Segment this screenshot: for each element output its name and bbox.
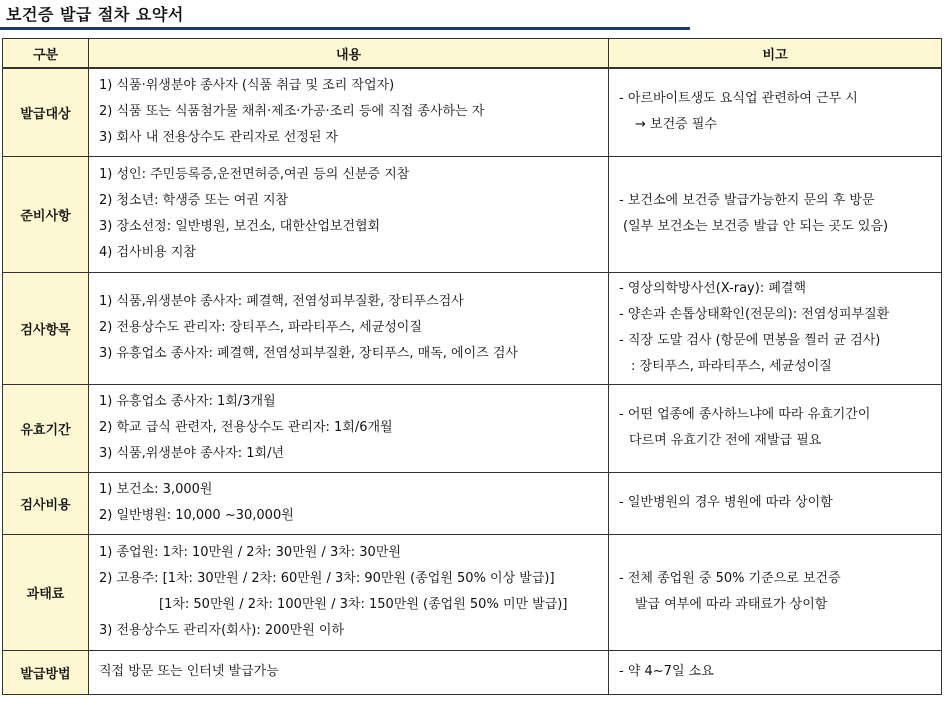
- row-content: [89, 156, 609, 272]
- header-row: [3, 39, 942, 69]
- note-line: - 영상의학방사선(X-ray): 폐결핵: [619, 281, 807, 296]
- content-line: 1) 유흥업소 종사자: 1회/3개월: [99, 394, 276, 409]
- content-line: 2) 일반병원: 10,000 ~30,000원: [99, 508, 294, 523]
- content-line: 1) 식품·위생분야 종사자 (식품 취급 및 조리 작업자): [99, 78, 395, 94]
- row-category: 발급대상: [3, 68, 89, 156]
- content-line: [1차: 50만원 / 2차: 100만원 / 3차: 150만원 (종업원 50% 미만 발급)]: [159, 597, 568, 612]
- note-line: 발급 여부에 따라 과태료가 상이함: [635, 597, 828, 612]
- table-row: [3, 534, 942, 650]
- row-content: [89, 472, 609, 534]
- table-row: [3, 68, 942, 156]
- row-category: 검사비용: [3, 472, 89, 534]
- summary-table: [2, 38, 942, 695]
- table-row: [3, 384, 942, 472]
- note-line: - 약 4~7일 소요: [619, 664, 714, 679]
- row-content: [89, 272, 609, 384]
- note-line: (일부 보건소는 보건증 발급 안 되는 곳도 있음): [623, 219, 889, 234]
- content-line: 2) 전용상수도 관리자: 장티푸스, 파라티푸스, 세균성이질: [99, 320, 422, 335]
- content-line: 2) 식품 또는 식품첨가물 채취·제조·가공·조리 등에 직접 종사하는 자: [99, 104, 485, 120]
- content-line: 3) 유흥업소 종사자: 폐결핵, 전염성피부질환, 장티푸스, 매독, 에이즈 검사: [99, 346, 518, 361]
- content-line: 직접 방문 또는 인터넷 발급가능: [99, 664, 279, 679]
- row-category: 유효기간: [3, 384, 89, 472]
- note-line: → 보건증 필수: [635, 117, 717, 133]
- header-category: 구분: [3, 39, 89, 69]
- table-row: [3, 650, 942, 694]
- content-line: 1) 성인: 주민등록증,운전면허증,여권 등의 신분증 지참: [99, 167, 410, 182]
- note-line: - 전체 종업원 중 50% 기준으로 보건증: [619, 571, 841, 586]
- row-note: [609, 384, 942, 472]
- content-line: 2) 청소년: 학생증 또는 여권 지참: [99, 193, 289, 208]
- note-line: - 직장 도말 검사 (항문에 면봉을 찔러 균 검사): [619, 333, 881, 348]
- note-line: 다르며 유효기간 전에 재발급 필요: [629, 433, 822, 448]
- note-line: - 양손과 손톱상태확인(전문의): 전염성피부질환: [619, 307, 890, 322]
- table-row: [3, 272, 942, 384]
- row-note: [609, 156, 942, 272]
- table-row: [3, 472, 942, 534]
- content-line: 3) 장소선정: 일반병원, 보건소, 대한산업보건협회: [99, 219, 381, 234]
- row-note: [609, 68, 942, 156]
- row-category: 검사항목: [3, 272, 89, 384]
- row-note: [609, 272, 942, 384]
- note-line: - 아르바이트생도 요식업 관련하여 근무 시: [619, 91, 858, 107]
- content-line: 2) 고용주: [1차: 30만원 / 2차: 60만원 / 3차: 90만원 (종업원 50% 이상 발급)]: [99, 571, 555, 586]
- table-row: [3, 156, 942, 272]
- note-line: : 장티푸스, 파라티푸스, 세균성이질: [631, 359, 832, 374]
- row-content: [89, 384, 609, 472]
- content-line: 3) 전용상수도 관리자(회사): 200만원 이하: [99, 623, 345, 638]
- content-line: 1) 종업원: 1차: 10만원 / 2차: 30만원 / 3차: 30만원: [99, 545, 401, 560]
- content-line: 4) 검사비용 지참: [99, 245, 196, 260]
- page-title: 보건증 발급 절차 요약서: [6, 5, 184, 24]
- row-note: [609, 472, 942, 534]
- note-line: - 어떤 업종에 종사하느냐에 따라 유효기간이: [619, 407, 871, 422]
- row-category: 준비사항: [3, 156, 89, 272]
- note-line: - 보건소에 보건증 발급가능한지 문의 후 방문: [619, 193, 875, 208]
- row-category: 과태료: [3, 534, 89, 650]
- content-line: 3) 식품,위생분야 종사자: 1회/년: [99, 446, 285, 461]
- row-note: [609, 534, 942, 650]
- row-content: [89, 650, 609, 694]
- row-content: [89, 534, 609, 650]
- title-underline: [0, 27, 690, 30]
- content-line: 1) 식품,위생분야 종사자: 폐결핵, 전염성피부질환, 장티푸스검사: [99, 294, 464, 309]
- header-content: 내용: [89, 39, 609, 69]
- note-line: - 일반병원의 경우 병원에 따라 상이함: [619, 495, 833, 510]
- content-line: 3) 회사 내 전용상수도 관리자로 선정된 자: [99, 130, 339, 146]
- content-line: 1) 보건소: 3,000원: [99, 482, 213, 497]
- content-line: 2) 학교 급식 관련자, 전용상수도 관리자: 1회/6개월: [99, 420, 393, 435]
- row-content: [89, 68, 609, 156]
- row-category: 발급방법: [3, 650, 89, 694]
- row-note: [609, 650, 942, 694]
- header-note: 비고: [609, 39, 942, 69]
